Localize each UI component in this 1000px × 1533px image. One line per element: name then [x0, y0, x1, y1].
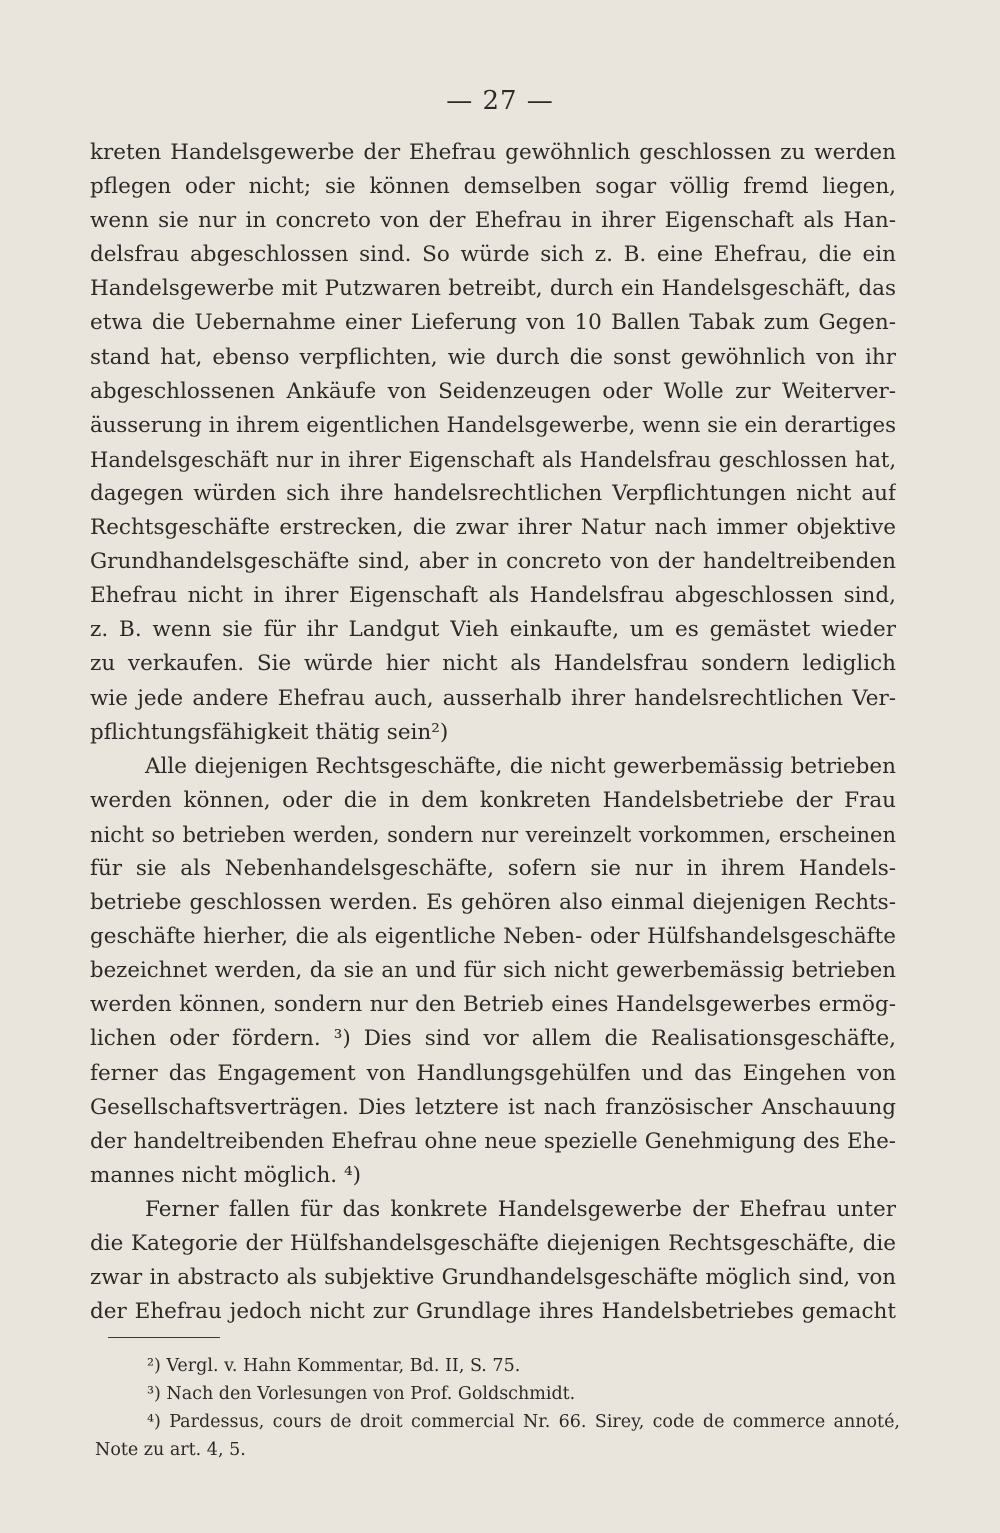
text-line: werden können, sondern nur den Betrieb eines Handelsgewerbes ermög-: [90, 992, 896, 1018]
text-line: geschäfte hierher, die als eigentliche Neben- oder Hülfshandelsgeschäfte: [90, 924, 896, 950]
footnote: ³) Nach den Vorlesungen von Prof. Goldschmidt.: [147, 1384, 576, 1404]
text-line: zwar in abstracto als subjektive Grundhandelsgeschäfte möglich sind, von: [90, 1265, 896, 1291]
text-line: zu verkaufen. Sie würde hier nicht als Handelsfrau sondern lediglich: [90, 651, 896, 677]
body-text: [90, 136, 896, 1329]
footnote-separator: [108, 1337, 220, 1338]
text-line: Handelsgeschäft nur in ihrer Eigenschaft als Handelsfrau geschlossen hat,: [90, 447, 896, 472]
footnotes: [95, 1352, 900, 1464]
text-line: bezeichnet werden, da sie an und für sich nicht gewerbemässig betrieben: [90, 958, 896, 984]
text-line: werden können, oder die in dem konkreten Handelsbetriebe der Frau: [90, 787, 896, 813]
text-line: etwa die Uebernahme einer Lieferung von 10 Ballen Tabak zum Gegen-: [90, 310, 896, 336]
text-line: Gesellschaftsverträgen. Dies letztere ist nach französischer Anschauung: [90, 1094, 896, 1120]
text-line: kreten Handelsgewerbe der Ehefrau gewöhnlich geschlossen zu werden: [90, 140, 896, 165]
footnote: ²) Vergl. v. Hahn Kommentar, Bd. II, S. 75.: [147, 1356, 521, 1376]
text-line: delsfrau abgeschlossen sind. So würde sich z. B. eine Ehefrau, die ein: [90, 242, 896, 268]
text-line: stand hat, ebenso verpflichten, wie durch die sonst gewöhnlich von ihr: [90, 344, 896, 370]
text-line: der handeltreibenden Ehefrau ohne neue spezielle Genehmigung des Ehe-: [90, 1128, 896, 1154]
text-line: der Ehefrau jedoch nicht zur Grundlage ihres Handelsbetriebes gemacht: [90, 1299, 896, 1325]
text-line: Rechtsgeschäfte erstrecken, die zwar ihrer Natur nach immer objektive: [90, 515, 896, 541]
text-line: Grundhandelsgeschäfte sind, aber in concreto von der handeltreibenden: [90, 549, 896, 575]
text-line: pflegen oder nicht; sie können demselben sogar völlig fremd liegen,: [90, 174, 896, 200]
paragraph-start-line: Ferner fallen für das konkrete Handelsgewerbe der Ehefrau unter: [145, 1196, 896, 1222]
text-line: äusserung in ihrem eigentlichen Handelsgewerbe, wenn sie ein derartiges: [90, 412, 896, 438]
text-line: Handelsgewerbe mit Putzwaren betreibt, durch ein Handelsgeschäft, das: [90, 276, 896, 302]
footnote-continuation: Note zu art. 4, 5.: [95, 1440, 246, 1460]
text-line: betriebe geschlossen werden. Es gehören also einmal diejenigen Rechts-: [90, 890, 896, 916]
page-number: — 27 —: [446, 86, 554, 116]
text-line: für sie als Nebenhandelsgeschäfte, sofern sie nur in ihrem Handels-: [90, 855, 896, 881]
text-line: lichen oder fördern. ³) Dies sind vor allem die Realisationsgeschäfte,: [90, 1026, 896, 1052]
paragraph-end-line: pflichtungsfähigkeit thätig sein²): [90, 719, 449, 745]
text-line: wie jede andere Ehefrau auch, ausserhalb ihrer handelsrechtlichen Ver-: [90, 685, 896, 711]
footnote: ⁴) Pardessus, cours de droit commercial Nr. 66. Sirey, code de commerce annoté,: [147, 1412, 900, 1432]
text-line: Ehefrau nicht in ihrer Eigenschaft als Handelsfrau abgeschlossen sind,: [90, 583, 896, 609]
paragraph-end-line: mannes nicht möglich. ⁴): [90, 1162, 361, 1188]
text-line: z. B. wenn sie für ihr Landgut Vieh einkaufte, um es gemästet wieder: [90, 617, 896, 643]
text-line: nicht so betrieben werden, sondern nur vereinzelt vorkommen, erscheinen: [90, 822, 896, 847]
text-line: dagegen würden sich ihre handelsrechtlichen Verpflichtungen nicht auf: [90, 480, 896, 506]
text-line: die Kategorie der Hülfshandelsgeschäfte diejenigen Rechtsgeschäfte, die: [90, 1231, 896, 1256]
text-line: abgeschlossenen Ankäufe von Seidenzeugen oder Wolle zur Weiterver-: [90, 378, 896, 404]
text-line: ferner das Engagement von Handlungsgehülfen und das Eingehen von: [90, 1060, 896, 1086]
paragraph-start-line: Alle diejenigen Rechtsgeschäfte, die nicht gewerbemässig betrieben: [145, 753, 896, 779]
text-line: wenn sie nur in concreto von der Ehefrau in ihrer Eigenschaft als Han-: [90, 208, 896, 234]
